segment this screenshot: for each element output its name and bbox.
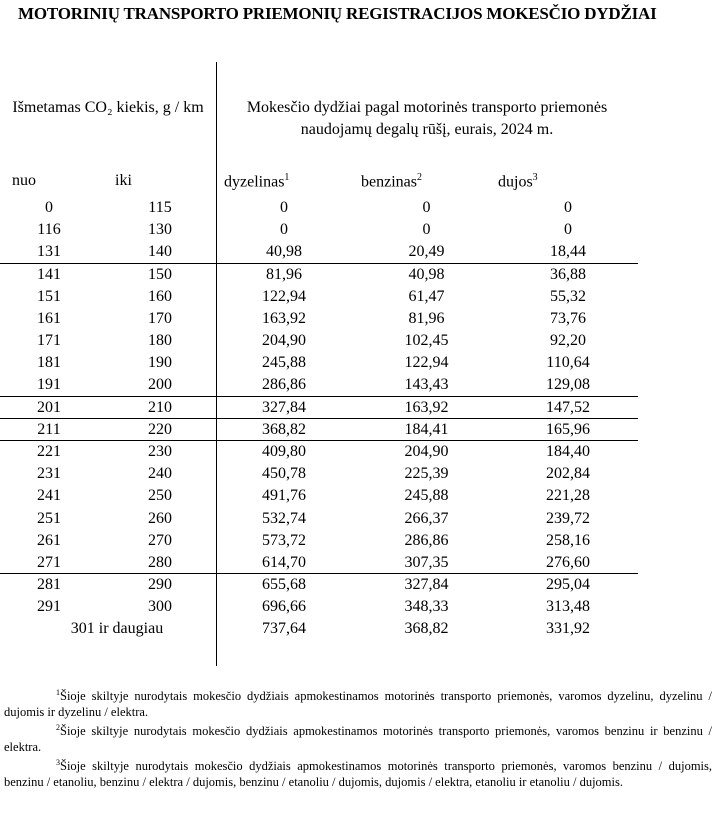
diesel-value: 204,90 — [262, 332, 306, 350]
gas-value: 36,88 — [550, 265, 586, 283]
diesel-value: 614,70 — [262, 553, 306, 571]
gas-value: 313,48 — [546, 598, 590, 616]
range-from: 141 — [37, 265, 61, 283]
table-row — [0, 197, 720, 219]
table-row — [0, 330, 720, 352]
petrol-value: 348,33 — [404, 598, 449, 616]
range-from: 181 — [37, 354, 61, 372]
diesel-value: 655,68 — [262, 576, 306, 594]
range-from: 201 — [37, 398, 61, 416]
gas-value: 0 — [564, 221, 572, 239]
gas-value: 202,84 — [546, 465, 590, 483]
table-row — [0, 241, 720, 263]
petrol-value: 245,88 — [404, 487, 449, 505]
range-from: 171 — [37, 332, 61, 350]
gas-value: 147,52 — [546, 398, 590, 416]
footnote-2: $^2$Šioje skiltyje nurodytais mokesčio dydžiais apmokestinamos motorinės transporto priemonės, varomos benzinu ir benzinu / elektra. — [4, 723, 712, 755]
header-co2: Išmetamas CO₂ kiekis, g / km — [12, 99, 204, 116]
table-row — [0, 574, 720, 596]
table-row — [0, 618, 720, 640]
footnotes — [4, 685, 712, 790]
table-row — [0, 397, 720, 419]
range-to: 130 — [148, 221, 172, 239]
table-row — [0, 596, 720, 618]
table-row — [0, 530, 720, 552]
diesel-value: 450,78 — [262, 465, 306, 483]
range-to: 150 — [148, 265, 172, 283]
range-to: 190 — [148, 354, 172, 372]
footnote-1: $^1$Šioje skiltyje nurodytais mokesčio dydžiais apmokestinamos motorinės transporto priemonės, varomos dyzelinu, dyzelinu / dujomis ir dyzelinu / elektra. — [4, 688, 712, 720]
diesel-value: 327,84 — [262, 398, 306, 416]
range-from: 291 — [37, 598, 61, 616]
col-header-diesel: dyzelinas$^1$ — [224, 172, 290, 191]
gas-value: 18,44 — [550, 243, 586, 261]
diesel-value: 573,72 — [262, 531, 306, 549]
table-row — [0, 219, 720, 241]
range-from: 131 — [37, 243, 61, 261]
range-open-ended: 301 ir daugiau — [70, 620, 164, 638]
range-to: 230 — [148, 442, 172, 460]
range-to: 160 — [148, 287, 172, 305]
range-to: 280 — [148, 553, 172, 571]
petrol-value: 368,82 — [404, 620, 449, 638]
range-from: 161 — [37, 309, 61, 327]
range-from: 0 — [45, 199, 53, 216]
range-from: 116 — [37, 221, 61, 239]
range-to: 300 — [148, 598, 172, 616]
diesel-value: 163,92 — [262, 309, 306, 327]
diesel-value: 0 — [280, 199, 288, 216]
range-to: 115 — [148, 199, 172, 216]
range-from: 221 — [37, 442, 61, 460]
petrol-value: 204,90 — [404, 442, 449, 460]
gas-value: 184,40 — [546, 442, 590, 460]
petrol-value: 286,86 — [404, 531, 449, 549]
range-to: 170 — [148, 309, 172, 327]
diesel-value: 696,66 — [262, 598, 306, 616]
petrol-value: 225,39 — [404, 465, 449, 483]
gas-value: 165,96 — [546, 420, 590, 438]
diesel-value: 0 — [280, 221, 288, 239]
petrol-value: 184,41 — [404, 420, 449, 438]
gas-value: 239,72 — [546, 509, 590, 527]
table-row — [0, 419, 720, 441]
petrol-value: 327,84 — [404, 576, 449, 594]
table-row — [0, 286, 720, 308]
diesel-value: 81,96 — [266, 265, 302, 283]
range-to: 140 — [148, 243, 172, 261]
petrol-value: 40,98 — [408, 265, 445, 283]
range-from: 281 — [37, 576, 61, 594]
diesel-value: 368,82 — [262, 420, 306, 438]
table-row — [0, 552, 720, 574]
range-to: 290 — [148, 576, 172, 594]
diesel-value: 409,80 — [262, 442, 306, 460]
range-from: 261 — [37, 531, 61, 549]
range-to: 180 — [148, 332, 172, 350]
petrol-value: 102,45 — [404, 332, 449, 350]
gas-value: 276,60 — [546, 553, 590, 571]
range-from: 191 — [37, 376, 61, 394]
range-from: 251 — [37, 509, 61, 527]
petrol-value: 0 — [422, 199, 431, 216]
diesel-value: 532,74 — [262, 509, 306, 527]
petrol-value: 61,47 — [408, 287, 445, 305]
diesel-value: 245,88 — [262, 354, 306, 372]
col-header-gas: dujos$^3$ — [498, 172, 538, 191]
table-row — [0, 485, 720, 507]
header-tax-amounts: Mokesčio dydžiai pagal motorinės transporto priemonės naudojamų degalų rūšį, eurais, 2024 m. — [246, 99, 608, 138]
range-to: 250 — [148, 487, 172, 505]
gas-value: 295,04 — [546, 576, 590, 594]
range-from: 271 — [37, 553, 61, 571]
col-header-from: nuo — [12, 172, 36, 189]
gas-value: 110,64 — [546, 354, 590, 372]
table-row — [0, 463, 720, 485]
gas-value: 221,28 — [546, 487, 590, 505]
diesel-value: 737,64 — [262, 620, 306, 638]
gas-value: 55,32 — [550, 287, 586, 305]
petrol-value: 20,49 — [408, 243, 445, 261]
diesel-value: 40,98 — [266, 243, 302, 261]
diesel-value: 286,86 — [262, 376, 306, 394]
petrol-value: 307,35 — [404, 553, 449, 571]
petrol-value: 266,37 — [404, 509, 449, 527]
table-row — [0, 508, 720, 530]
col-header-to: iki — [115, 172, 132, 189]
petrol-value: 81,96 — [408, 309, 445, 327]
range-from: 231 — [37, 465, 61, 483]
range-to: 240 — [148, 465, 172, 483]
gas-value: 73,76 — [550, 309, 586, 327]
range-to: 220 — [148, 420, 172, 438]
petrol-value: 143,43 — [404, 376, 449, 394]
gas-value: 258,16 — [546, 531, 590, 549]
page-title: MOTORINIŲ TRANSPORTO PRIEMONIŲ REGISTRACIJOS MOKESČIO DYDŽIAI — [18, 4, 657, 23]
col-header-petrol: benzinas$^2$ — [361, 172, 422, 191]
table-row — [0, 441, 720, 463]
table-row — [0, 352, 720, 374]
gas-value: 129,08 — [546, 376, 590, 394]
range-from: 211 — [37, 420, 61, 438]
range-from: 241 — [37, 487, 61, 505]
range-to: 260 — [148, 509, 172, 527]
footnote-3: $^3$Šioje skiltyje nurodytais mokesčio dydžiais apmokestinamos motorinės transporto priemonės, varomos benzinu / dujomis, benzinu / etanoliu, benzinu / elektra / dujomis, benzinu / etanoliu / dujomis, dujomis / elektra, etanoliu ir etanoliu / dujomis. — [4, 758, 712, 790]
range-to: 210 — [148, 398, 172, 416]
petrol-value: 0 — [422, 221, 431, 239]
range-to: 200 — [148, 376, 172, 394]
gas-value: 92,20 — [550, 332, 586, 350]
table-row — [0, 264, 720, 286]
gas-value: 0 — [564, 199, 572, 216]
petrol-value: 122,94 — [404, 354, 449, 372]
diesel-value: 491,76 — [262, 487, 306, 505]
table-row — [0, 374, 720, 396]
range-from: 151 — [37, 287, 61, 305]
petrol-value: 163,92 — [404, 398, 449, 416]
table-row — [0, 308, 720, 330]
gas-value: 331,92 — [546, 620, 590, 638]
range-to: 270 — [148, 531, 172, 549]
diesel-value: 122,94 — [262, 287, 306, 305]
